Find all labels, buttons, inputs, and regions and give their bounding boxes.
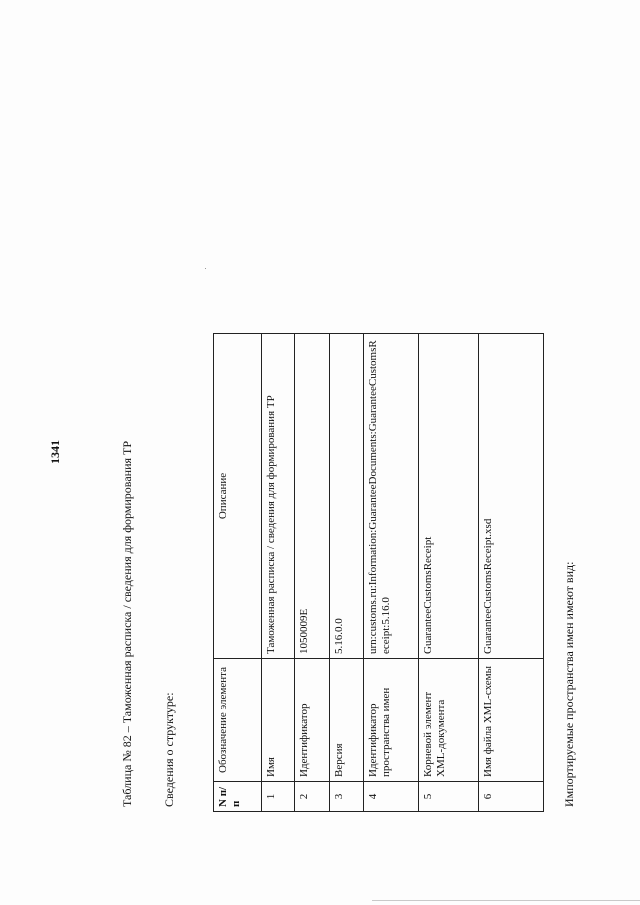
table-row xyxy=(364,334,419,812)
row-desc: GuaranteeCustomsReceipt.xsd xyxy=(479,334,544,659)
row-desc: Таможенная расписка / сведения для формирования ТР xyxy=(262,334,295,659)
table-row xyxy=(295,334,330,812)
structure-label: Сведения о структуре: xyxy=(162,692,176,807)
table-title: Таблица № 82 – Таможенная расписка / сведения для формирования ТР xyxy=(120,440,134,807)
row-name: Корневой элемент XML-документа xyxy=(419,659,479,782)
table-header-row xyxy=(214,334,262,812)
page-bottom-edge xyxy=(372,900,640,901)
row-desc: urn:customs.ru:Information:GuaranteeDocuments:GuaranteeCustomsReceipt:5.16.0 xyxy=(364,334,419,659)
page-number: 1341 xyxy=(48,440,62,464)
row-desc: GuaranteeCustomsReceipt xyxy=(419,334,479,659)
table-row xyxy=(479,334,544,812)
row-num: 4 xyxy=(364,782,419,812)
header-desc: Описание xyxy=(214,334,262,659)
row-num: 5 xyxy=(419,782,479,812)
header-num: N п/п xyxy=(214,782,262,812)
namespaces-intro-text: Импортируемые пространства имен имеют вид: xyxy=(562,561,576,807)
row-num: 3 xyxy=(330,782,364,812)
row-name: Идентификатор пространства имен xyxy=(364,659,419,782)
row-name: Идентификатор xyxy=(295,659,330,782)
structure-table xyxy=(213,333,544,812)
row-name: Версия xyxy=(330,659,364,782)
header-name: Обозначение элемента xyxy=(214,659,262,782)
row-name: Имя файла XML-схемы xyxy=(479,659,544,782)
row-num: 2 xyxy=(295,782,330,812)
table-row xyxy=(330,334,364,812)
table-row xyxy=(419,334,479,812)
row-name: Имя xyxy=(262,659,295,782)
row-num: 1 xyxy=(262,782,295,812)
row-desc: 5.16.0.0 xyxy=(330,334,364,659)
table-row xyxy=(262,334,295,812)
rotated-document-content xyxy=(10,12,610,892)
row-desc: 1050009E xyxy=(295,334,330,659)
row-num: 6 xyxy=(479,782,544,812)
